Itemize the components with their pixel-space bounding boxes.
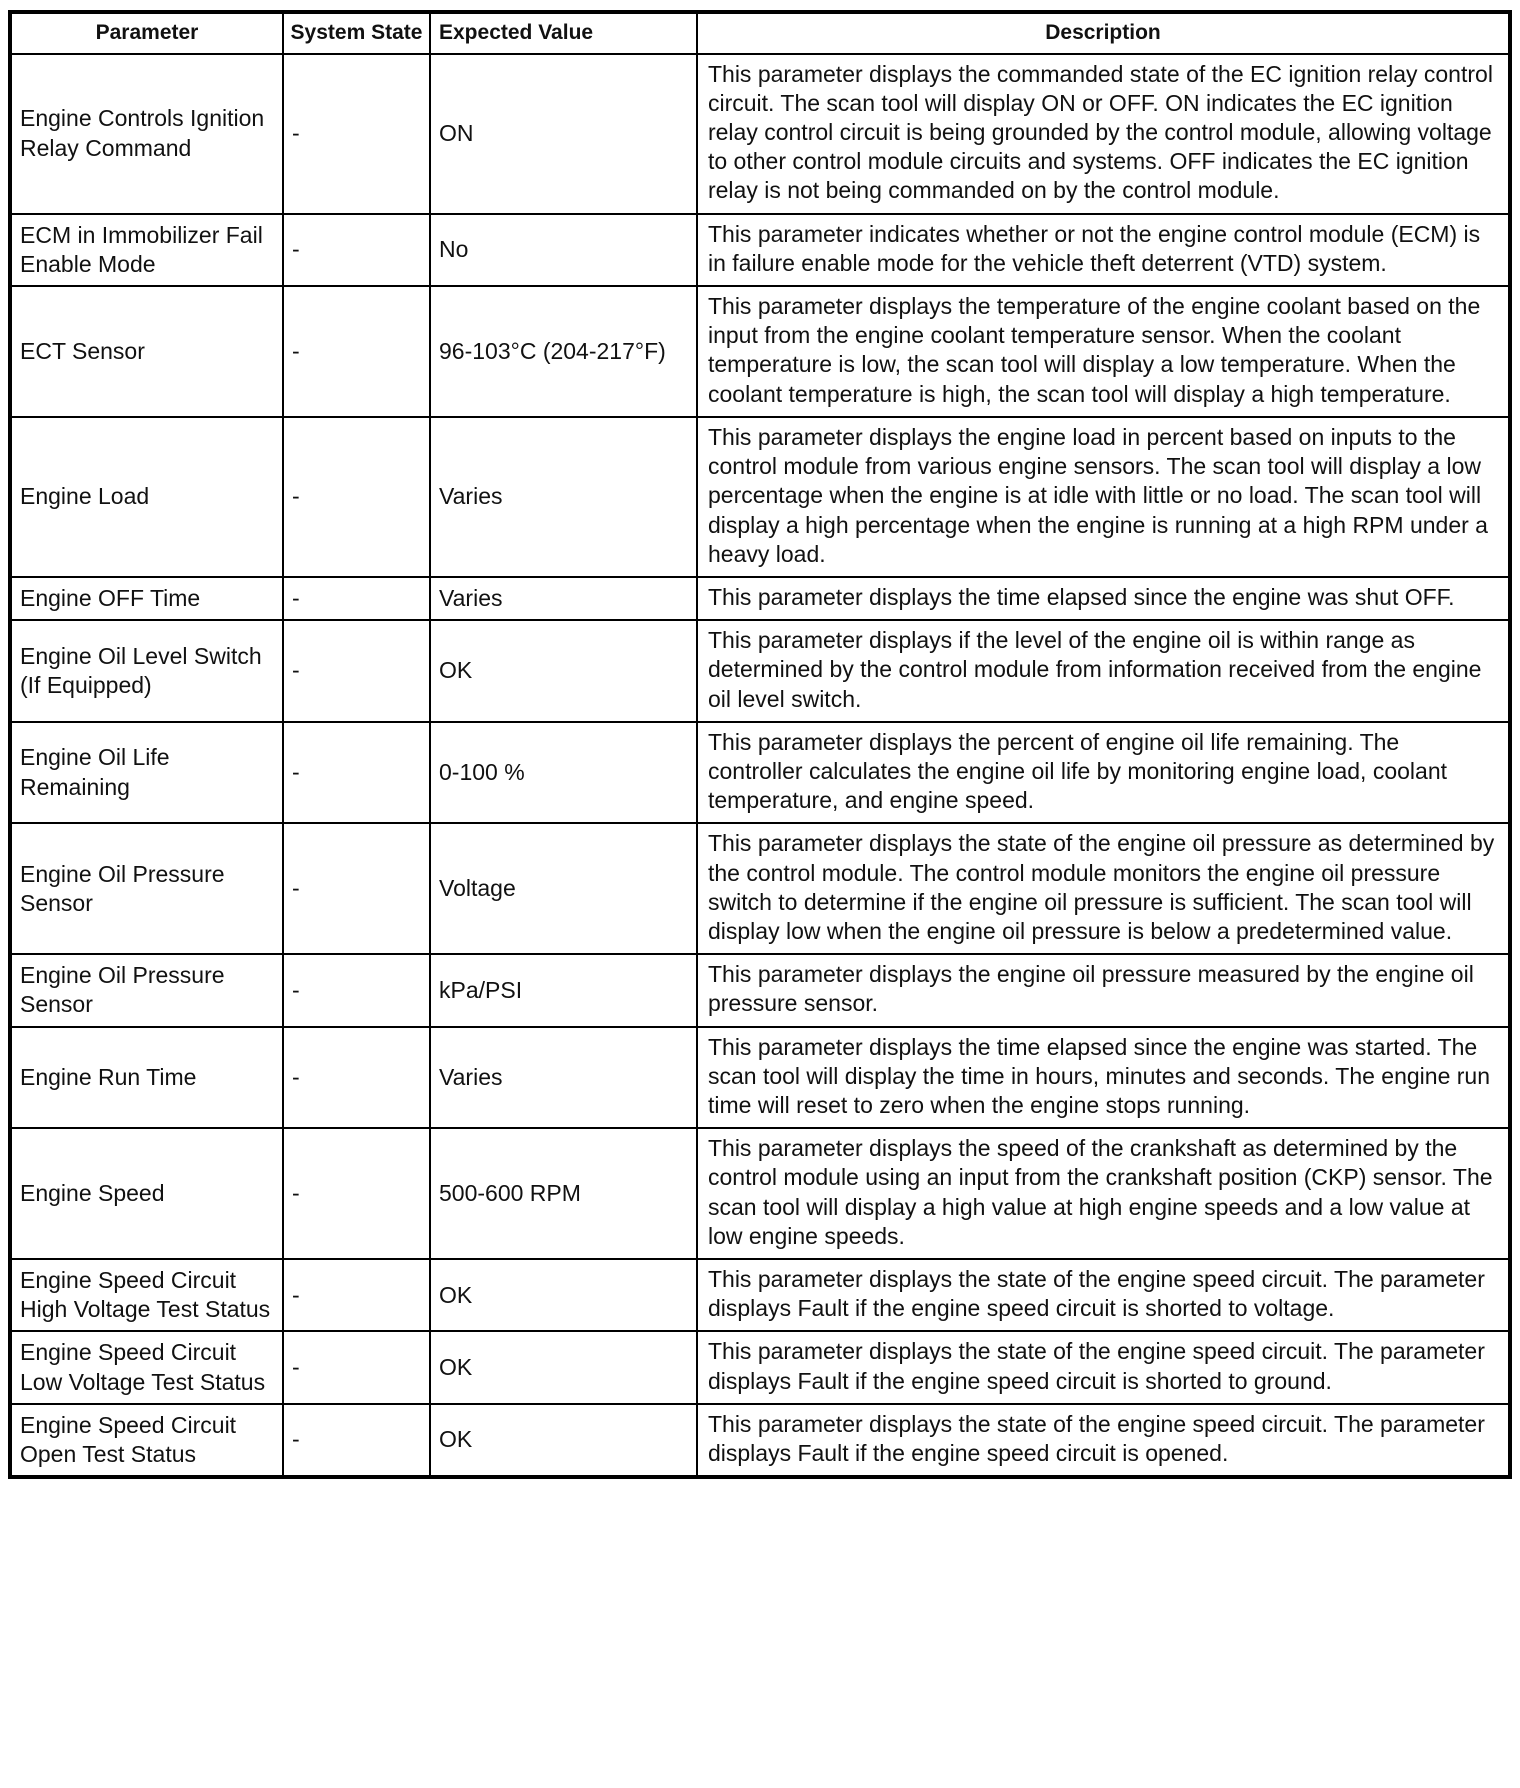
table-row: [10, 54, 1510, 214]
table-row: [10, 417, 1510, 577]
cell-expected-value: OK: [430, 1331, 697, 1403]
cell-description: This parameter displays the time elapsed since the engine was started. The scan tool will display the time in hours, minutes and seconds. The engine run time will reset to zero when the engine stops running.: [697, 1027, 1510, 1129]
cell-system-state: -: [283, 577, 430, 620]
cell-parameter: Engine Run Time: [10, 1027, 283, 1129]
cell-expected-value: kPa/PSI: [430, 954, 697, 1026]
cell-description: This parameter displays if the level of the engine oil is within range as determined by the control module from information received from the engine oil level switch.: [697, 620, 1510, 722]
cell-description: This parameter displays the state of the engine speed circuit. The parameter displays Fault if the engine speed circuit is opened.: [697, 1404, 1510, 1477]
column-header-parameter: Parameter: [10, 12, 283, 54]
cell-system-state: -: [283, 1259, 430, 1331]
cell-parameter: Engine Oil Pressure Sensor: [10, 823, 283, 954]
column-header-description: Description: [697, 12, 1510, 54]
cell-expected-value: ON: [430, 54, 697, 214]
cell-description: This parameter displays the engine oil pressure measured by the engine oil pressure sensor.: [697, 954, 1510, 1026]
cell-expected-value: Voltage: [430, 823, 697, 954]
cell-expected-value: No: [430, 214, 697, 286]
table-row: [10, 286, 1510, 417]
cell-description: This parameter indicates whether or not the engine control module (ECM) is in failure enable mode for the vehicle theft deterrent (VTD) system.: [697, 214, 1510, 286]
cell-expected-value: OK: [430, 1259, 697, 1331]
table-row: [10, 214, 1510, 286]
table-row: [10, 954, 1510, 1026]
table-row: [10, 1027, 1510, 1129]
cell-description: This parameter displays the speed of the crankshaft as determined by the control module using an input from the crankshaft position (CKP) sensor. The scan tool will display a high value at high engine speeds and a low value at low engine speeds.: [697, 1128, 1510, 1259]
cell-parameter: Engine Controls Ignition Relay Command: [10, 54, 283, 214]
cell-description: This parameter displays the state of the engine speed circuit. The parameter displays Fault if the engine speed circuit is shorted to ground.: [697, 1331, 1510, 1403]
cell-description: This parameter displays the state of the engine oil pressure as determined by the control module. The control module monitors the engine oil pressure switch to determine if the engine oil pressure is sufficient. The scan tool will display low when the engine oil pressure is below a predetermined value.: [697, 823, 1510, 954]
cell-expected-value: Varies: [430, 577, 697, 620]
cell-system-state: -: [283, 620, 430, 722]
cell-parameter: Engine Oil Level Switch (If Equipped): [10, 620, 283, 722]
cell-parameter: Engine Load: [10, 417, 283, 577]
cell-expected-value: 500-600 RPM: [430, 1128, 697, 1259]
cell-system-state: -: [283, 954, 430, 1026]
cell-system-state: -: [283, 286, 430, 417]
cell-parameter: Engine Oil Pressure Sensor: [10, 954, 283, 1026]
table-row: [10, 1128, 1510, 1259]
cell-description: This parameter displays the engine load in percent based on inputs to the control module from various engine sensors. The scan tool will display a low percentage when the engine is at idle with little or no load. The scan tool will display a high percentage when the engine is running at a high RPM under a heavy load.: [697, 417, 1510, 577]
cell-system-state: -: [283, 722, 430, 824]
table-row: [10, 722, 1510, 824]
scan-tool-parameter-table: [8, 10, 1512, 1479]
table-row: [10, 1331, 1510, 1403]
cell-expected-value: OK: [430, 620, 697, 722]
table-row: [10, 577, 1510, 620]
cell-description: This parameter displays the state of the engine speed circuit. The parameter displays Fault if the engine speed circuit is shorted to voltage.: [697, 1259, 1510, 1331]
cell-parameter: Engine Speed Circuit High Voltage Test Status: [10, 1259, 283, 1331]
cell-expected-value: 0-100 %: [430, 722, 697, 824]
cell-parameter: Engine Speed Circuit Low Voltage Test Status: [10, 1331, 283, 1403]
cell-expected-value: Varies: [430, 1027, 697, 1129]
cell-system-state: -: [283, 1331, 430, 1403]
table-body: [10, 54, 1510, 1478]
cell-expected-value: Varies: [430, 417, 697, 577]
cell-parameter: Engine Speed Circuit Open Test Status: [10, 1404, 283, 1477]
cell-expected-value: OK: [430, 1404, 697, 1477]
table-header-row: [10, 12, 1510, 54]
column-header-system-state: System State: [283, 12, 430, 54]
cell-parameter: Engine Oil Life Remaining: [10, 722, 283, 824]
cell-system-state: -: [283, 214, 430, 286]
cell-parameter: ECM in Immobilizer Fail Enable Mode: [10, 214, 283, 286]
cell-parameter: Engine OFF Time: [10, 577, 283, 620]
table-row: [10, 1404, 1510, 1477]
cell-system-state: -: [283, 54, 430, 214]
cell-parameter: Engine Speed: [10, 1128, 283, 1259]
cell-description: This parameter displays the temperature of the engine coolant based on the input from the engine coolant temperature sensor. When the coolant temperature is low, the scan tool will display a low temperature. When the coolant temperature is high, the scan tool will display a high temperature.: [697, 286, 1510, 417]
table-row: [10, 823, 1510, 954]
cell-description: This parameter displays the percent of engine oil life remaining. The controller calculates the engine oil life by monitoring engine load, coolant temperature, and engine speed.: [697, 722, 1510, 824]
column-header-expected-value: Expected Value: [430, 12, 697, 54]
cell-system-state: -: [283, 417, 430, 577]
cell-system-state: -: [283, 1128, 430, 1259]
cell-expected-value: 96-103°C (204-217°F): [430, 286, 697, 417]
cell-description: This parameter displays the commanded state of the EC ignition relay control circuit. The scan tool will display ON or OFF. ON indicates the EC ignition relay control circuit is being grounded by the control module, allowing voltage to other control module circuits and systems. OFF indicates the EC ignition relay is not being commanded on by the control module.: [697, 54, 1510, 214]
cell-description: This parameter displays the time elapsed since the engine was shut OFF.: [697, 577, 1510, 620]
cell-system-state: -: [283, 1404, 430, 1477]
table-row: [10, 1259, 1510, 1331]
table-row: [10, 620, 1510, 722]
cell-parameter: ECT Sensor: [10, 286, 283, 417]
cell-system-state: -: [283, 823, 430, 954]
cell-system-state: -: [283, 1027, 430, 1129]
